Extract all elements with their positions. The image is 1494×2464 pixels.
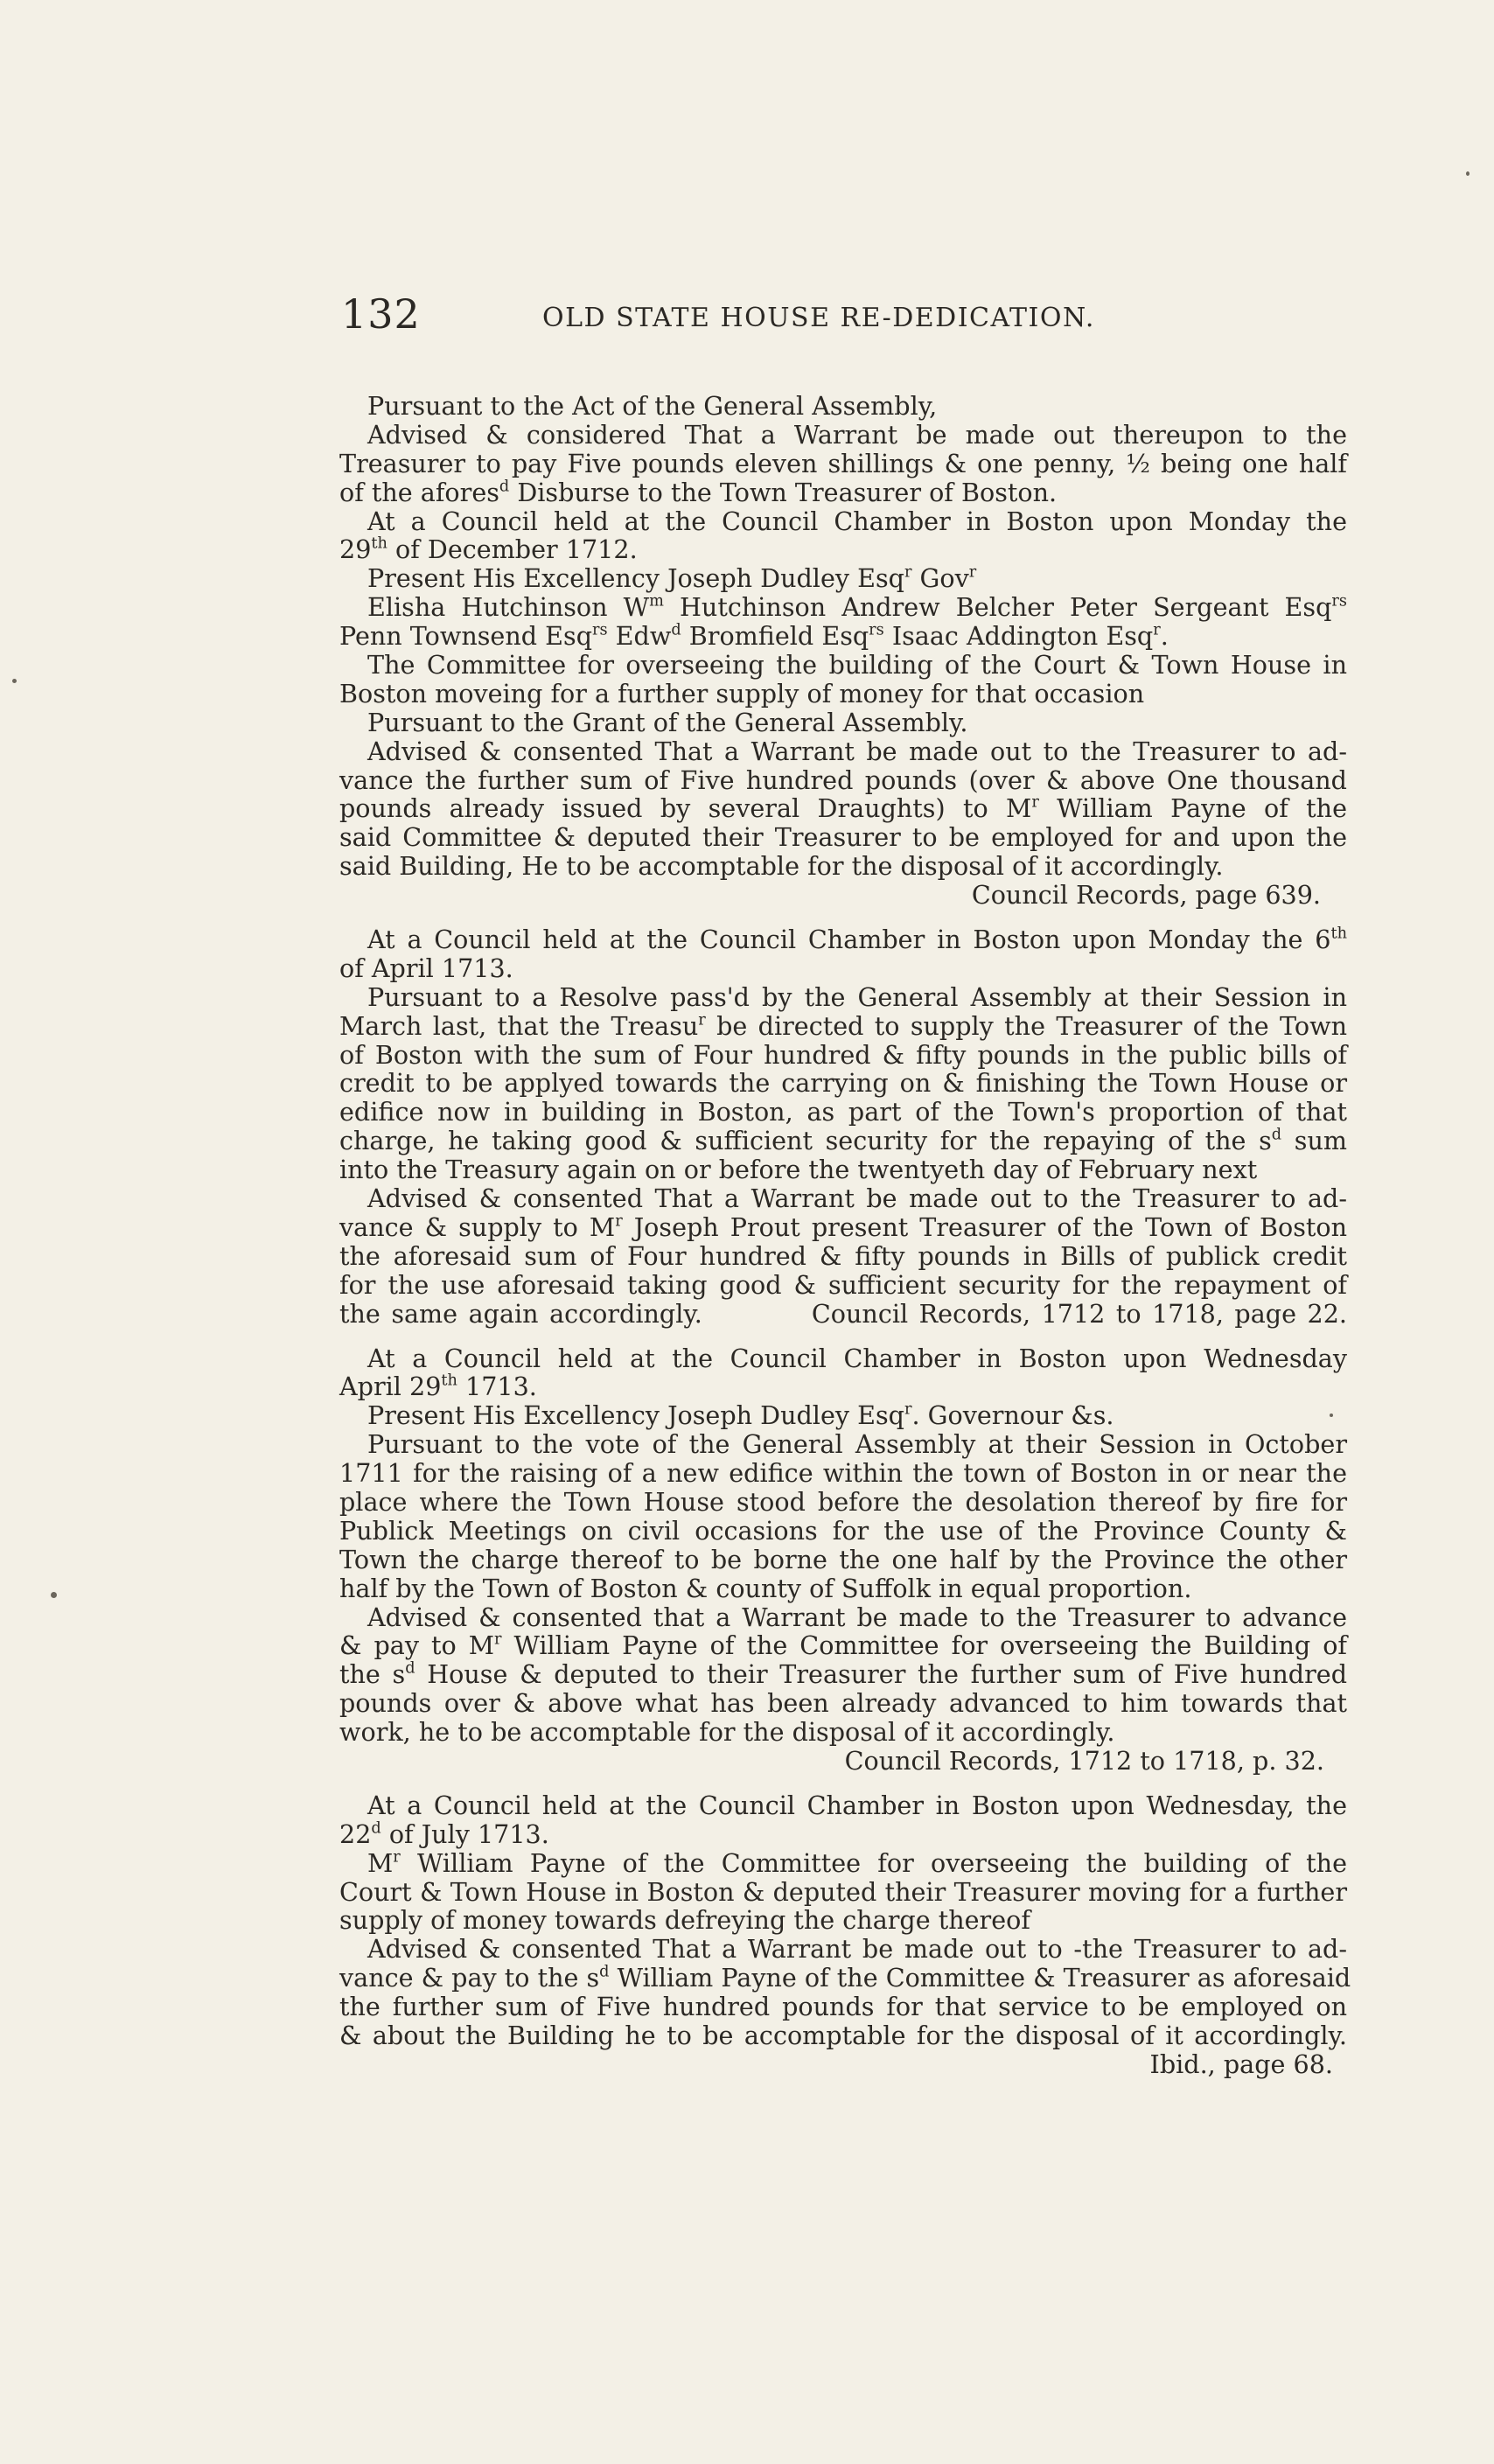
text-line: vance the further sum of Five hundred pounds (over & above One thousand <box>339 764 1347 795</box>
text-line: for the use aforesaid taking good & sufficient security for the repayment of <box>339 1269 1347 1300</box>
text-line: 1711 for the raising of a new edifice within the town of Boston in or near the <box>339 1458 1347 1489</box>
text-line: said Committee & deputed their Treasurer to be employed for and upon the <box>339 822 1347 853</box>
text-line: edifice now in building in Boston, as part of the Town's proportion of that <box>339 1097 1347 1127</box>
text-line: place where the Town House stood before the desolation thereof by fire for <box>339 1486 1347 1517</box>
text-line: Treasurer to pay Five pounds eleven shillings & one penny, ½ being one half <box>339 448 1347 478</box>
text-line: At a Council held at the Council Chamber in Boston upon Monday the <box>367 506 1347 536</box>
text-line: Advised & considered That a Warrant be made out thereupon to the <box>367 419 1347 450</box>
text-line: Present His Excellency Joseph Dudley Esq$^r$ Gov$^r$ <box>367 563 977 594</box>
text-line: vance & pay to the $s^d$ William Payne of the Committee & Treasurer as aforesaid <box>339 1963 1351 1993</box>
text-line: work, he to be accomptable for the disposal of it accordingly. <box>339 1717 1115 1748</box>
paper-speck <box>12 679 17 683</box>
text-line: At a Council held at the Council Chamber in Boston upon Monday the 6th <box>367 925 1347 955</box>
text-line: Town the charge thereof to be borne the one half by the Province the other <box>339 1544 1347 1574</box>
page-number: 132 <box>341 290 421 338</box>
text-line: the further sum of Five hundred pounds for that service to be employed on <box>339 1992 1347 2022</box>
text-line: credit to be applyed towards the carrying on & finishing the Town House or <box>339 1068 1347 1099</box>
text-line: April 29th 1713. <box>339 1372 537 1402</box>
record-entry <box>339 1790 1351 2079</box>
text-line: pounds already issued by several Draughts) to $M^r$ William Payne of the <box>339 793 1347 824</box>
text-line: Boston moveing for a further supply of money for that occasion <box>339 678 1145 708</box>
text-line: Advised & consented That a Warrant be made out to -the Treasurer to ad- <box>367 1934 1347 1965</box>
section-gap <box>339 910 1347 925</box>
citation-line: Council Records, page 639. <box>971 880 1321 911</box>
text-line: & pay to $M^r$ William Payne of the Committee for overseeing the Building of <box>339 1630 1347 1661</box>
text-line: said Building, He to be accomptable for the disposal of it accordingly. <box>339 851 1224 882</box>
text-line: Pursuant to the vote of the General Assembly at their Session in October <box>367 1429 1347 1460</box>
section-gap <box>339 1329 1347 1344</box>
text-line: charge, he taking good & sufficient security for the repaying of the $s^d$ sum <box>339 1126 1347 1156</box>
record-entry <box>339 1344 1347 1776</box>
text-line: Court & Town House in Boston & deputed their Treasurer moving for a further <box>339 1876 1347 1907</box>
text-line: into the Treasury again on or before the twentyeth day of February next <box>339 1155 1258 1185</box>
text-line: & about the Building he to be accomptable for the disposal of it accordingly. <box>339 2020 1347 2050</box>
text-line: At a Council held at the Council Chamber in Boston upon Wednesday <box>367 1343 1347 1373</box>
text-line: of April 1713. <box>339 953 513 983</box>
text-line: Advised & consented That a Warrant be made out to the Treasurer to ad- <box>367 736 1347 766</box>
page-body <box>339 391 1351 2079</box>
text-line: half by the Town of Boston & county of Suffolk in equal proportion. <box>339 1573 1192 1603</box>
text-line: March last, that the Treasu$^r$ be directed to supply the Treasurer of the Town <box>339 1010 1347 1041</box>
text-line: vance & supply to $M^r$ Joseph Prout present Treasurer of the Town of Boston <box>339 1211 1347 1242</box>
record-entry <box>339 925 1347 1328</box>
text-line: Penn Townsend Esq$^{rs}$ Edw$^d$ Bromfield Esq$^{rs}$ Isaac Addington Esq$^r$. <box>339 621 1169 652</box>
text-line: $M^r$ William Payne of the Committee for overseeing the building of the <box>367 1847 1347 1878</box>
text-line: the same again accordingly. Council Records, 1712 to 1718, page 22. <box>339 1298 1347 1329</box>
text-line: Pursuant to the Act of the General Assembly, <box>367 391 938 421</box>
text-line: the $s^d$ House & deputed to their Treasurer the further sum of Five hundred <box>339 1659 1348 1690</box>
text-line: 29th of December 1712. <box>339 534 638 565</box>
text-line: Pursuant to the Grant of the General Assembly. <box>367 707 968 737</box>
record-entry <box>339 392 1347 910</box>
running-title: OLD STATE HOUSE RE-DEDICATION. <box>542 303 1095 333</box>
text-line: Elisha Hutchinson $W^m$ Hutchinson Andrew Belcher Peter Sergeant Esq$^{rs}$ <box>367 592 1347 623</box>
text-line: 22$^d$ of July 1713. <box>339 1818 549 1849</box>
text-line: The Committee for overseeing the building of the Court & Town House in <box>367 650 1347 681</box>
text-line: At a Council held at the Council Chamber in Boston upon Wednesday, the <box>367 1790 1347 1820</box>
text-line: Present His Excellency Joseph Dudley Esq$^r$. Governour &s. <box>367 1400 1114 1431</box>
text-line: pounds over & above what has been already advanced to him towards that <box>339 1688 1347 1719</box>
text-line: Publick Meetings on civil occasions for the use of the Province County & <box>339 1515 1347 1546</box>
paper-speck <box>1330 1413 1333 1417</box>
text-line: of Boston with the sum of Four hundred & fifty pounds in the public bills of <box>339 1039 1347 1070</box>
text-line: the aforesaid sum of Four hundred & fifty pounds in Bills of publick credit <box>339 1240 1347 1271</box>
text-line: of the afores$^d$ Disburse to the Town Treasurer of Boston. <box>339 477 1058 507</box>
text-line: Advised & consented That a Warrant be made out to the Treasurer to ad- <box>367 1183 1347 1214</box>
paper-speck <box>51 1592 57 1598</box>
text-line: supply of money towards defreying the charge thereof <box>339 1905 1030 1936</box>
page-header <box>341 290 1163 343</box>
citation-line: Council Records, 1712 to 1718, p. 32. <box>844 1745 1324 1776</box>
paper-speck <box>1466 171 1470 176</box>
section-gap <box>339 1776 1347 1791</box>
text-line: Pursuant to a Resolve pass'd by the General Assembly at their Session in <box>367 981 1347 1012</box>
text-line: Advised & consented that a Warrant be made to the Treasurer to advance <box>367 1602 1347 1632</box>
citation-line: Ibid., page 68. <box>1149 2049 1333 2079</box>
